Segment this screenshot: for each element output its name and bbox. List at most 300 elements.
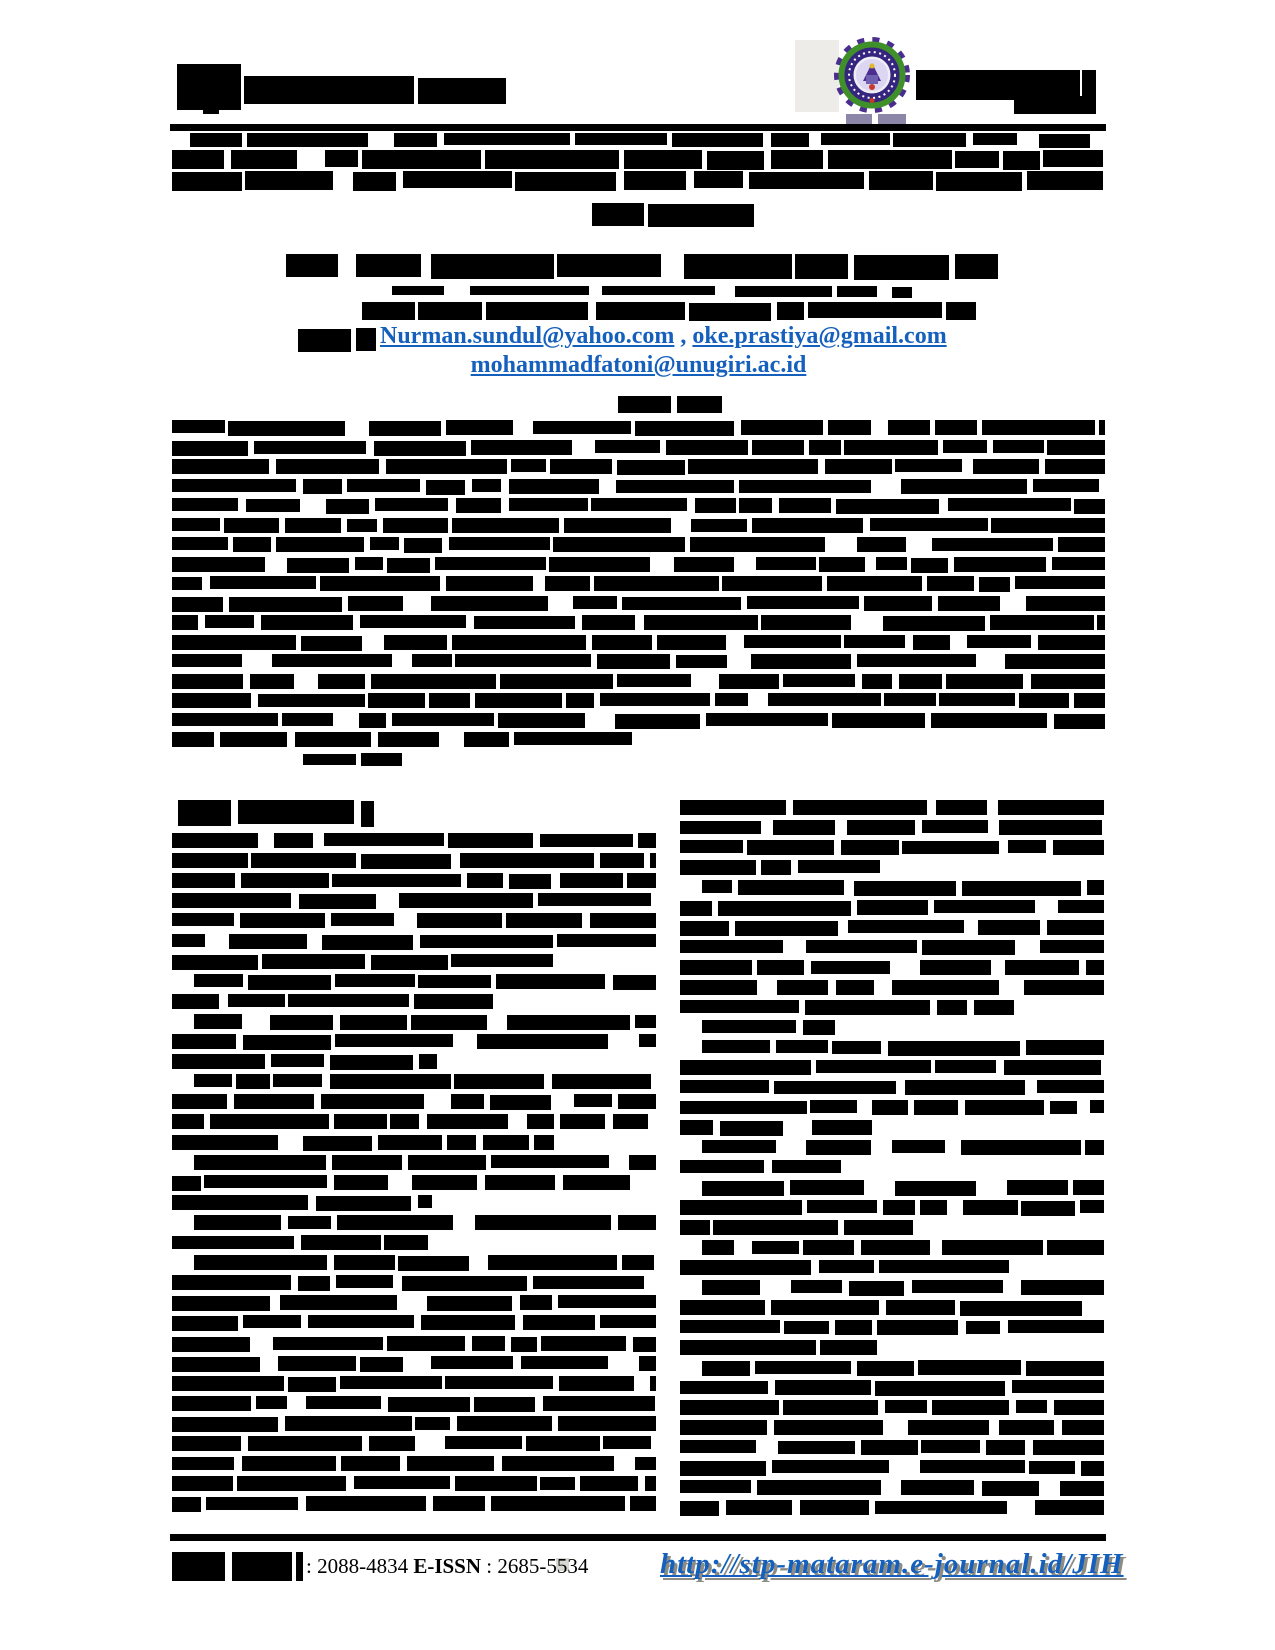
blob-segment [702, 1361, 750, 1376]
blob-segment [819, 557, 865, 572]
blob-segment [592, 635, 652, 650]
blob-segment [229, 934, 307, 949]
blob-segment [1052, 557, 1105, 570]
blob-segment [772, 1160, 841, 1173]
blob-segment [427, 1114, 508, 1129]
blob-segment [534, 1135, 554, 1150]
blob-segment [540, 1477, 575, 1490]
blob-segment [1039, 134, 1090, 148]
blob-segment [172, 1417, 278, 1432]
blob-segment [240, 913, 325, 928]
masthead-right-text-3 [1082, 70, 1096, 102]
blob-segment [618, 1094, 656, 1109]
blob-segment [622, 597, 741, 610]
blob-segment [563, 1175, 630, 1190]
blob-segment [805, 1000, 930, 1015]
blob-segment [280, 1295, 397, 1310]
blob-segment [635, 421, 734, 436]
blob-segment [262, 954, 365, 969]
blob-segment [360, 615, 466, 628]
blob-segment [566, 693, 594, 708]
blob-segment [597, 654, 670, 669]
blob-segment [690, 537, 825, 552]
blob-segment [857, 900, 928, 915]
blob-segment [335, 974, 415, 987]
blob-segment [836, 980, 874, 995]
blob-segment [694, 171, 743, 188]
blob-segment [172, 615, 198, 630]
blob-segment [749, 172, 864, 189]
blob-segment [446, 576, 533, 591]
blob-segment [220, 732, 287, 747]
blob-segment [738, 880, 844, 895]
blob-segment [966, 1321, 1000, 1334]
blob-segment [752, 440, 804, 455]
blob-segment [1005, 654, 1105, 669]
blob-segment [836, 499, 939, 514]
blob-segment [394, 133, 437, 147]
blob-segment [861, 1440, 918, 1455]
blob-segment [1008, 840, 1046, 853]
journal-logo-icon [833, 34, 911, 116]
blob-segment [321, 1094, 424, 1109]
blob-segment [509, 874, 551, 889]
blob-segment [680, 1101, 807, 1114]
blob-segment [172, 1296, 270, 1311]
blob-segment [993, 440, 1044, 453]
blob-segment [509, 479, 599, 494]
blob-segment [680, 921, 729, 936]
blob-segment [803, 1240, 854, 1255]
blob-segment [369, 1436, 415, 1451]
blob-segment [378, 1135, 442, 1150]
blob-segment [744, 635, 841, 648]
blob-segment [172, 674, 243, 689]
blob-segment [1037, 1080, 1104, 1093]
blob-segment [718, 901, 851, 916]
blob-segment [172, 1135, 278, 1150]
blob-segment [627, 873, 656, 888]
blob-segment [680, 1060, 811, 1075]
blob-segment [574, 1094, 612, 1107]
blob-segment [540, 834, 633, 847]
blob-segment [798, 860, 880, 873]
blob-segment [417, 913, 502, 928]
blob-segment [496, 974, 605, 989]
blob-segment [877, 1320, 958, 1335]
blob-segment [990, 615, 1094, 630]
blob-segment [1097, 615, 1105, 630]
blob-segment [228, 994, 285, 1007]
blob-segment [298, 1276, 330, 1291]
blob-segment [771, 1300, 879, 1315]
blob-segment [954, 557, 1046, 572]
blob-segment [205, 615, 254, 628]
blob-segment [340, 1376, 442, 1389]
blob-segment [285, 518, 341, 533]
blob-segment [803, 1020, 835, 1035]
blob-segment [384, 1235, 428, 1250]
blob-segment [680, 1400, 779, 1415]
email-link-author1[interactable]: Nurman.sundul@yahoo.com [380, 323, 675, 349]
blob-segment [1035, 1500, 1104, 1515]
blob-segment [194, 1215, 281, 1230]
blob-segment [629, 1155, 656, 1170]
blob-segment [326, 499, 369, 514]
blob-segment [706, 713, 828, 726]
blob-segment [680, 840, 743, 853]
blob-segment [979, 577, 1010, 592]
blob-segment [861, 1240, 930, 1255]
blob-segment [238, 800, 354, 824]
blob-segment [361, 753, 402, 766]
blob-segment [680, 960, 752, 975]
blob-segment [335, 1034, 453, 1047]
blob-segment [402, 1276, 527, 1291]
blob-segment [639, 1356, 656, 1371]
blob-segment [456, 498, 501, 513]
blob-segment [1085, 1140, 1104, 1155]
blob-segment [847, 820, 915, 835]
blob-segment [194, 1074, 232, 1087]
blob-segment [886, 1300, 955, 1315]
blob-segment [172, 1457, 234, 1470]
blob-segment [172, 1337, 250, 1352]
blob-segment [832, 713, 925, 728]
blob-segment [360, 1357, 403, 1372]
blob-segment [961, 1140, 1081, 1155]
blob-segment [761, 860, 791, 875]
blob-segment [1038, 635, 1105, 650]
blob-segment [210, 1114, 329, 1129]
blob-segment [680, 800, 786, 815]
blob-segment [390, 1114, 419, 1129]
blob-segment [680, 1260, 811, 1275]
blob-segment [702, 1240, 734, 1255]
blob-segment [359, 713, 386, 728]
blob-segment [559, 1376, 634, 1391]
blob-segment [1043, 150, 1103, 167]
blob-segment [793, 800, 927, 815]
blob-segment [404, 538, 442, 553]
blob-segment [245, 171, 333, 190]
blob-segment [1021, 1201, 1075, 1216]
blob-segment [172, 1396, 251, 1411]
blob-segment [491, 1155, 609, 1168]
blob-segment [1050, 1101, 1077, 1114]
blob-segment [973, 133, 1017, 145]
blob-segment [986, 1440, 1025, 1455]
blob-segment [680, 1420, 767, 1435]
header-divider [170, 124, 1106, 131]
blob-segment [720, 1121, 783, 1136]
blob-segment [243, 1315, 301, 1328]
blob-segment [1021, 1280, 1104, 1295]
blob-segment [999, 820, 1102, 835]
blob-segment [590, 913, 656, 928]
blob-segment [384, 635, 447, 650]
blob-segment [935, 420, 977, 435]
blob-segment [702, 1020, 796, 1033]
blob-segment [172, 732, 214, 747]
blob-segment [635, 1015, 656, 1028]
blob-segment [857, 1361, 914, 1376]
email-link-author2[interactable]: oke.prastiya@gmail.com [692, 323, 947, 349]
blob-segment [172, 557, 265, 572]
blob-segment [272, 654, 392, 667]
blob-segment [811, 961, 890, 974]
blob-segment [418, 302, 482, 320]
blob-segment [236, 1074, 270, 1089]
blob-segment [735, 286, 832, 297]
blob-segment [545, 576, 590, 591]
blob-segment [920, 1200, 947, 1215]
blob-segment [757, 1480, 881, 1495]
blob-segment [332, 874, 461, 887]
blob-segment [334, 1114, 387, 1129]
blob-segment [680, 1080, 769, 1093]
blob-segment [485, 150, 619, 169]
blob-segment [715, 693, 748, 706]
blob-segment [982, 1481, 1039, 1496]
blob-segment [435, 557, 546, 570]
blob-segment [756, 557, 816, 570]
blob-segment [194, 1255, 327, 1270]
blob-segment [347, 479, 420, 492]
blob-segment [538, 893, 651, 906]
blob-segment [172, 1176, 201, 1191]
blob-segment [965, 1100, 1044, 1115]
blob-segment [452, 635, 586, 650]
blob-segment [330, 1074, 451, 1089]
blob-segment [375, 498, 448, 511]
blob-segment [922, 820, 988, 833]
blob-segment [1074, 693, 1105, 708]
blob-segment [895, 1181, 976, 1196]
blob-segment [415, 1417, 450, 1430]
blob-segment [948, 498, 1071, 511]
blob-segment [172, 537, 228, 550]
blob-segment [475, 693, 562, 708]
blob-segment [1024, 980, 1104, 995]
blob-segment [955, 151, 999, 168]
blob-segment [299, 894, 376, 909]
blob-segment [676, 655, 727, 668]
blob-segment [533, 421, 631, 434]
blob-segment [974, 1000, 1014, 1015]
blob-segment [726, 1500, 792, 1515]
blob-segment [645, 1476, 656, 1491]
blob-segment [688, 459, 818, 474]
blob-segment [1054, 714, 1105, 729]
blob-segment [362, 150, 481, 169]
blob-segment [722, 576, 822, 591]
blob-segment [248, 975, 331, 990]
email-line-1 [380, 323, 947, 350]
blob-segment [888, 420, 930, 435]
blob-segment [680, 1320, 780, 1333]
blob-segment [296, 1552, 303, 1581]
blob-segment [278, 1356, 356, 1371]
blob-segment [334, 1255, 395, 1270]
blob-segment [783, 674, 855, 687]
blob-segment [172, 498, 238, 511]
blob-segment [902, 841, 999, 854]
blob-segment [775, 1380, 871, 1395]
blob-segment [932, 1400, 1009, 1415]
blob-segment [773, 820, 835, 835]
blob-segment [806, 1140, 871, 1155]
blob-segment [172, 635, 296, 650]
blob-segment [172, 1552, 225, 1581]
blob-segment [421, 1315, 515, 1330]
blob-segment [680, 860, 756, 875]
blob-segment [680, 940, 783, 953]
blob-segment [747, 596, 859, 609]
blob-segment [288, 1216, 331, 1229]
blob-segment [828, 420, 871, 435]
blob-segment [246, 499, 300, 512]
blob-segment [472, 1336, 505, 1351]
blob-segment [270, 1015, 333, 1030]
blob-segment [1008, 1320, 1104, 1333]
blob-segment [751, 654, 851, 669]
blob-segment [449, 537, 550, 550]
blob-segment [533, 1276, 644, 1289]
blob-segment [680, 1200, 802, 1215]
blob-segment [999, 1420, 1054, 1435]
blob-segment [325, 150, 358, 167]
blob-segment [936, 800, 987, 815]
blob-segment [854, 881, 956, 896]
blob-segment [172, 934, 205, 947]
blob-segment [470, 286, 589, 295]
blob-segment [1029, 1461, 1075, 1474]
blob-segment [419, 1054, 437, 1069]
blob-segment [276, 537, 364, 552]
blob-segment [282, 713, 333, 726]
blob-segment [247, 133, 368, 147]
blob-segment [757, 960, 804, 975]
blob-segment [622, 1255, 654, 1270]
blob-segment [288, 994, 409, 1007]
blob-segment [248, 1436, 362, 1451]
blob-segment [883, 1200, 915, 1215]
blob-segment [243, 1035, 331, 1050]
blob-segment [592, 203, 644, 226]
blob-segment [232, 1552, 292, 1581]
blob-segment [414, 994, 493, 1009]
blob-segment [254, 441, 366, 454]
blob-segment [194, 1014, 242, 1029]
blob-segment [1045, 459, 1105, 474]
blob-segment [595, 440, 660, 453]
blob-segment [418, 975, 491, 988]
eissn-value: : 2685-5534 [481, 1554, 589, 1578]
blob-segment [741, 420, 823, 435]
blob-segment [172, 1236, 294, 1249]
blob-segment [348, 596, 403, 611]
blob-segment [776, 1040, 828, 1053]
blob-segment [490, 1095, 551, 1110]
blob-segment [392, 286, 444, 295]
journal-url-link[interactable]: http://stp-mataram.e-journal.id/JIH [660, 1548, 1124, 1580]
blob-segment [899, 674, 942, 689]
blob-segment [582, 615, 635, 630]
blob-segment [677, 396, 722, 413]
blob-segment [790, 1180, 864, 1195]
blob-segment [800, 1500, 869, 1515]
blob-segment [827, 576, 922, 591]
blob-segment [575, 133, 667, 145]
blob-segment [680, 1300, 765, 1315]
blob-segment [233, 537, 271, 552]
blob-segment [580, 1476, 638, 1491]
blob-segment [172, 1054, 265, 1069]
blob-segment [920, 1460, 1025, 1473]
blob-segment [908, 1420, 989, 1435]
blob-segment [752, 1241, 799, 1254]
blob-segment [543, 1396, 655, 1411]
blob-segment [1026, 596, 1105, 611]
blob-segment [474, 1397, 535, 1412]
blob-segment [172, 994, 219, 1009]
blob-segment [371, 955, 448, 970]
blob-segment [229, 597, 342, 612]
blob-segment [1087, 880, 1104, 895]
blob-segment [172, 420, 225, 433]
blob-segment [374, 441, 466, 456]
blob-segment [520, 1295, 552, 1310]
blob-segment [901, 479, 1027, 494]
blob-segment [680, 1381, 768, 1394]
blob-segment [172, 913, 234, 926]
blob-segment [613, 975, 656, 990]
blob-segment [498, 713, 585, 728]
blob-segment [1062, 1420, 1104, 1435]
blob-segment [739, 498, 772, 513]
blob-segment [771, 133, 809, 147]
blob-segment [507, 1015, 630, 1030]
blob-segment [876, 557, 907, 570]
blob-segment [680, 1120, 713, 1135]
blob-segment [172, 1376, 284, 1391]
blob-segment [408, 1155, 486, 1170]
blob-segment [306, 1396, 381, 1409]
blob-segment [806, 940, 917, 953]
blob-segment [809, 440, 841, 455]
blob-segment [553, 537, 685, 552]
blob-segment [403, 171, 512, 188]
blob-segment [301, 1235, 381, 1250]
blob-segment [411, 1015, 487, 1030]
blob-segment [467, 873, 503, 888]
blob-segment [273, 1074, 322, 1087]
blob-segment [812, 1120, 872, 1135]
blob-segment [523, 1315, 595, 1330]
blob-segment [288, 1377, 336, 1392]
blob-segment [527, 1114, 554, 1129]
blob-segment [550, 459, 612, 474]
blob-segment [369, 421, 441, 436]
blob-segment [680, 1480, 751, 1493]
email-link-author3[interactable]: mohammadfatoni@unugiri.ac.id [470, 352, 807, 378]
blob-segment [224, 518, 279, 533]
issn-value: : 2088-4834 [306, 1554, 414, 1578]
blob-segment [825, 459, 892, 474]
blob-segment [844, 1220, 913, 1235]
blob-segment [452, 518, 559, 533]
